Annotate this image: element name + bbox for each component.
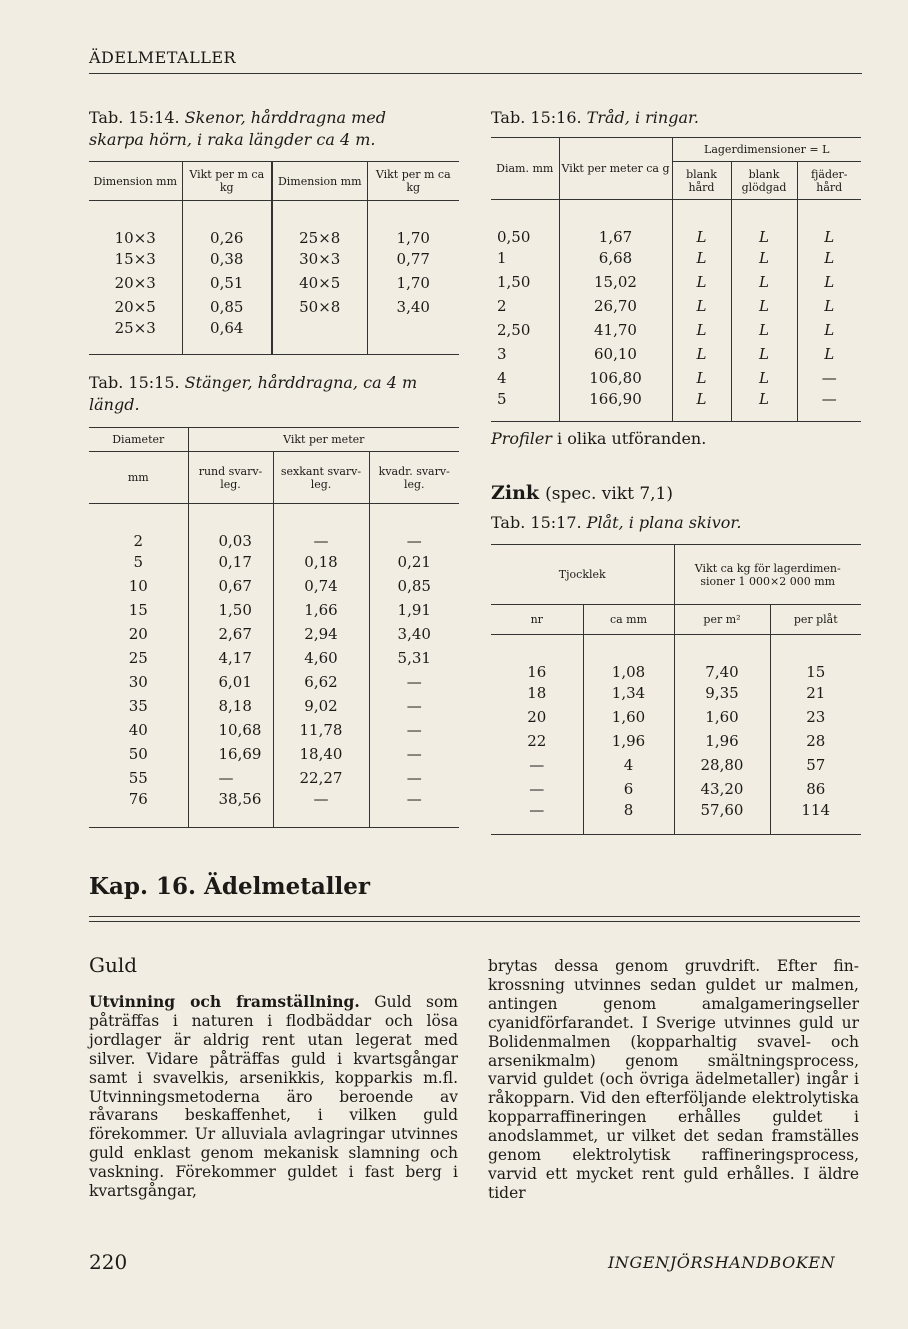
tab15-cell: 5,31 [397,648,431,667]
tab16-cell: 1,50 [491,270,559,294]
tab16-cell: — [821,368,837,387]
tab17-cell: 43,20 [674,777,770,801]
tab14-cell: 0,85 [182,295,272,319]
tab17-cell: 21 [806,683,826,702]
tab15-cell: 20 [89,622,188,646]
tab17-subheader: nr [491,605,583,635]
table-row [491,705,861,729]
tab15-cell: 0,03 [188,504,273,550]
tab17-cell: 15 [806,662,826,681]
tab16-header-lager: Lagerdimensioner = L [672,138,861,162]
tab17-cell: 1,08 [583,635,674,681]
tab17-subheader: ca mm [583,605,674,635]
tab16-cell: 3 [491,342,559,366]
tab16-title: Tråd, i ringar. [586,108,699,127]
tab16-cell: L [731,246,797,270]
table-row [491,366,861,390]
guld-lead: Utvinning och framställning. [89,992,360,1011]
tab15-cell: 25 [89,646,188,670]
tab17-cell: 18 [491,681,583,705]
tab15-cell: 0,21 [397,552,431,571]
tab16-cell: 41,70 [559,318,672,342]
zink-heading [491,482,673,504]
tab16-subheader: fjäder- hård [810,167,848,194]
table-row [89,504,459,550]
tab14-cell: 0,38 [182,247,272,271]
tab17-cell: 57,60 [674,801,770,835]
tab14-header: Dimension mm [89,162,182,201]
profiler-word: Profiler [491,429,552,448]
tab15-cell: 10,68 [188,718,273,742]
tab15-cell: 5 [89,550,188,574]
tab15-cell: 35 [89,694,188,718]
tab17-caption [491,512,861,534]
tab14-title-line2: skarpa hörn, i raka längder ca 4 m. [89,130,376,149]
tab17-cell: 6 [583,777,674,801]
tab16-cell: L [731,390,797,422]
tab15-cell: 6,62 [273,670,369,694]
tab15-title-line2: längd. [89,395,140,414]
tab17-subheader: per plåt [793,613,838,626]
table-row [491,635,861,681]
tab16-cell: L [672,246,731,270]
tab14-header: Vikt per m ca kg [375,168,451,194]
profiler-line [491,428,706,450]
table-row [89,247,459,271]
tab15-cell: 9,02 [273,694,369,718]
tab15-cell: 76 [89,790,188,828]
table-row [491,777,861,801]
tab17-cell: 4 [583,753,674,777]
tab15-cell: 30 [89,670,188,694]
tab15-cell: 38,56 [188,790,273,828]
tab14-cell: 20×3 [89,271,182,295]
tab16-cell: 2 [491,294,559,318]
tab16-header-diam: Diam. mm [491,138,559,200]
table-row [89,598,459,622]
tab15-cell: 11,78 [273,718,369,742]
tab14-cell: 0,51 [182,271,272,295]
tab15-cell: 55 [89,766,188,790]
guld-left-column [89,993,458,1201]
tab16-cell: 6,68 [559,246,672,270]
tab15-cell: 0,67 [188,574,273,598]
table-row [89,271,459,295]
tab15-cell: 1,91 [397,600,431,619]
tab15-header-diameter: Diameter [89,428,188,452]
tab16-cell: — [821,389,837,408]
tab16-header-vikt: Vikt per meter ca g [559,138,672,200]
tab17-title: Plåt, i plana skivor. [586,513,742,532]
table-row [491,294,861,318]
tab16-cell: 166,90 [559,390,672,422]
tab15-cell: 6,01 [188,670,273,694]
tab16-cell: 0,50 [491,200,559,246]
tab14-cell: 0,64 [182,319,272,355]
tab14-cell: 0,26 [182,201,272,247]
tab17-cell: 28 [806,731,826,750]
chapter-title: Kap. 16. Ädelmetaller [89,873,371,900]
tab16-cell: L [731,342,797,366]
tab15-table [89,427,459,828]
table-row [89,574,459,598]
tab17-label: Tab. 15:17. [491,513,582,532]
tab16-cell: L [672,342,731,366]
tab16-cell: L [731,294,797,318]
tab14-cell: 50×8 [272,295,367,319]
tab16-subheader: blank glödgad [731,162,797,200]
tab15-cell: 0,18 [273,550,369,574]
tab14-cell: 0,77 [396,249,430,268]
tab17-cell: 23 [806,707,826,726]
tab16-cell: L [731,200,797,246]
tab15-cell: 2,67 [188,622,273,646]
tab14-cell: 25×3 [89,319,182,355]
tab16-cell: L [672,390,731,422]
tab14-cell: 10×3 [89,201,182,247]
tab14-header: Dimension mm [272,162,367,201]
tab17-table [491,544,861,835]
tab16-caption [491,107,861,129]
table-row [89,646,459,670]
tab16-cell: L [731,318,797,342]
tab14-caption [89,107,459,151]
table-row [491,342,861,366]
tab15-cell: — [406,696,422,715]
tab15-cell: — [406,672,422,691]
tab17-subheader: per m² [674,605,770,635]
tab15-label: Tab. 15:15. [89,373,180,392]
tab14-cell: 20×5 [89,295,182,319]
tab17-cell: 1,96 [674,729,770,753]
tab17-header-vikt: Vikt ca kg för lagerdimen- sioner 1 000×2 000 mm [694,561,841,588]
tab17-cell: 57 [806,755,826,774]
tab16-cell: 1,67 [559,200,672,246]
table-row [89,766,459,790]
tab15-cell: 50 [89,742,188,766]
tab15-cell: 4,60 [273,646,369,670]
tab17-cell: 20 [491,705,583,729]
tab17-cell: 86 [806,779,826,798]
tab17-cell: 7,40 [674,635,770,681]
table-row [89,742,459,766]
tab15-body [89,504,459,828]
tab14-cell [367,319,459,355]
tab15-caption [89,372,459,416]
tab17-cell: — [491,753,583,777]
tab16-cell: 26,70 [559,294,672,318]
header-rule [89,73,862,74]
tab15-subheader: kvadr. svarv- leg. [378,464,450,491]
tab16-label: Tab. 15:16. [491,108,582,127]
tab17-cell: 114 [801,800,831,819]
tab14-table [89,161,459,355]
tab14-cell: 40×5 [272,271,367,295]
tab17-cell: 16 [491,635,583,681]
tab16-cell: L [824,272,835,291]
tab15-cell: 18,40 [273,742,369,766]
running-header: ÄDELMETALLER [89,48,237,67]
tab17-cell: 1,96 [583,729,674,753]
tab16-table [491,137,861,422]
table-row [491,729,861,753]
tab16-cell: 1 [491,246,559,270]
tab15-cell: 8,18 [188,694,273,718]
zink-spec: (spec. vikt 7,1) [545,484,673,504]
tab16-cell: L [672,294,731,318]
tab15-cell: 0,74 [273,574,369,598]
tab15-cell: 2,94 [273,622,369,646]
tab14-cell: 1,70 [396,228,430,247]
tab16-cell: L [672,318,731,342]
tab14-cell: 15×3 [89,247,182,271]
tab16-cell: L [672,270,731,294]
tab15-cell: 1,66 [273,598,369,622]
tab16-cell: L [731,366,797,390]
tab15-subheader: rund svarv- leg. [188,452,273,504]
table-row [89,790,459,828]
profiler-rest: i olika utföranden. [557,429,707,448]
tab15-title-line1: Stänger, hårddragna, ca 4 m [184,373,418,392]
tab16-cell: 2,50 [491,318,559,342]
tab15-cell: — [406,720,422,739]
table-row [491,200,861,246]
tab17-cell: — [491,777,583,801]
tab14-header: Vikt per m ca kg [182,162,272,201]
table-row [89,295,459,319]
table-row [491,318,861,342]
table-row [89,694,459,718]
tab15-cell: — [273,504,369,550]
tab16-cell: 60,10 [559,342,672,366]
chapter-rule-top [89,916,860,917]
tab16-cell: L [824,227,835,246]
tab16-body [491,200,861,422]
tab16-cell: 4 [491,366,559,390]
table-row [89,201,459,247]
tab15-cell: — [273,790,369,828]
guld-right-text: brytas dessa genom gruvdrift. Efter finkrossning utvinnes sedan guldet ur malmen, antingen genom amalgameringseller cyanidförfarandet. I Sverige utvinnes guld ur Bolidenmalmen (kopparhaltig svavel- och arsenikmalm) genom smältningsprocess, varvid guldet (och övriga ädelmetaller) ingår i råkopparn. Vid den efterföljande elektrolytiska kopparraffineringen erhålles guldet i anodslammet, ur vilket det sedan framställes genom elektrolytisk raffineringsprocess, varvid ett mycket rent guld erhålles. I äldre tider [488,957,859,1202]
tab17-cell: 9,35 [674,681,770,705]
tab15-cell: 22,27 [273,766,369,790]
tab17-body [491,635,861,835]
tab16-cell: L [824,344,835,363]
table-row [491,753,861,777]
tab14-cell [272,319,367,355]
tab16-subheader: blank hård [672,162,731,200]
table-row [491,270,861,294]
tab14-label: Tab. 15:14. [89,108,180,127]
table-row [491,390,861,422]
tab14-cell: 30×3 [272,247,367,271]
tab15-cell: 0,85 [397,576,431,595]
tab16-cell: 15,02 [559,270,672,294]
tab16-cell: L [672,366,731,390]
tab16-cell: 5 [491,390,559,422]
tab14-cell: 3,40 [396,297,430,316]
page-number: 220 [89,1250,128,1274]
tab14-title-line1: Skenor, hårddragna med [184,108,387,127]
table-row [491,246,861,270]
tab15-cell: — [406,768,422,787]
tab17-cell: 1,60 [583,705,674,729]
table-row [89,670,459,694]
tab15-cell: — [406,531,422,550]
tab15-cell: 2 [89,504,188,550]
tab15-cell: 40 [89,718,188,742]
tab15-cell: 0,17 [188,550,273,574]
tab16-cell: L [672,200,731,246]
tab14-cell: 1,70 [396,273,430,292]
tab17-cell: — [491,801,583,835]
guld-right-column [488,957,859,1203]
table-row [89,718,459,742]
table-row [89,622,459,646]
tab17-cell: 8 [583,801,674,835]
tab15-cell: 1,50 [188,598,273,622]
guld-heading: Guld [89,953,138,977]
tab16-cell: L [824,320,835,339]
tab14-body [89,201,459,355]
guld-left-text: Guld som påträffas i naturen i flodbäddar och lösa jordlager är aldrig rent utan legerat med silver. Vidare påträffas guld i kvartsgångar samt i svavelkis, arsenikkis, kopparkis m.fl. Utvinningsmetoderna äro beroende av råvarans beskaffenhet, i vilken guld förekommer. Ur alluviala avlagringar utvinnes guld enklast genom mekanisk slamning och vaskning. Förekommer guldet i fast berg i kvartsgångar, [89,993,458,1201]
tab14-cell: 25×8 [272,201,367,247]
tab15-subheader: sexkant svarv- leg. [273,452,369,504]
tab15-cell: 4,17 [188,646,273,670]
tab15-cell: 15 [89,598,188,622]
tab16-cell: L [731,270,797,294]
table-row [89,319,459,355]
tab15-cell: 16,69 [188,742,273,766]
tab15-cell: — [406,744,422,763]
tab16-cell: L [824,296,835,315]
tab16-cell: L [824,248,835,267]
table-row [491,681,861,705]
zink-name: Zink [491,482,540,504]
table-row [491,801,861,835]
tab16-cell: 106,80 [559,366,672,390]
tab17-cell: 1,34 [583,681,674,705]
table-row [89,550,459,574]
tab17-cell: 1,60 [674,705,770,729]
tab15-cell: 3,40 [397,624,431,643]
book-title: INGENJÖRSHANDBOKEN [608,1253,836,1272]
tab17-header-tjocklek: Tjocklek [491,545,674,605]
tab15-cell: — [406,789,422,808]
tab15-header-mm: mm [89,452,188,504]
chapter-rule-bottom [89,921,860,922]
tab17-cell: 22 [491,729,583,753]
tab15-header-vikt: Vikt per meter [188,428,459,452]
tab15-cell: — [188,766,273,790]
tab17-cell: 28,80 [674,753,770,777]
tab15-cell: 10 [89,574,188,598]
